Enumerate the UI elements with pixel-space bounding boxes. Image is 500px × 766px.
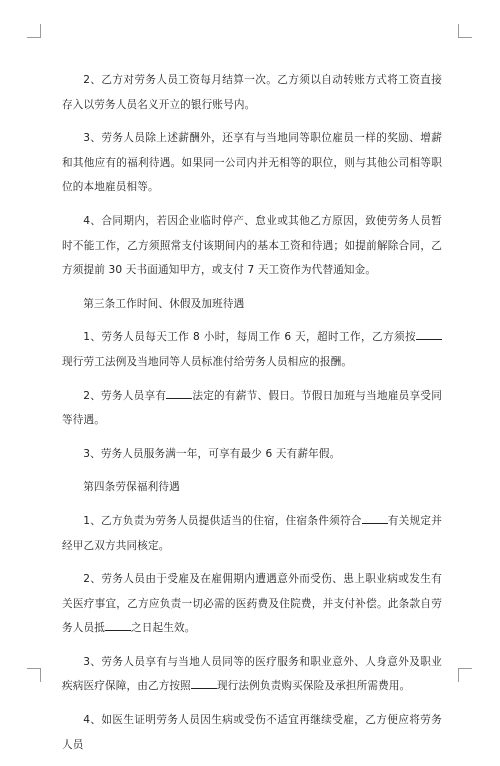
paragraph-text: 4、如医生证明劳务人员因生病或受伤不适宜再继续受雇，乙方便应将劳务人员 bbox=[62, 714, 442, 751]
paragraph-text: 之日起生效。 bbox=[130, 622, 196, 635]
paragraph-text: 1、劳务人员每天工作 8 小时，每周工作 6 天，超时工作，乙方须按 bbox=[83, 331, 416, 344]
crop-mark-top-right bbox=[458, 24, 472, 38]
paragraph-text: 有关规定并经甲乙双方共同核定。 bbox=[62, 514, 443, 552]
paragraph-accommodation bbox=[62, 509, 442, 558]
paragraph-text: 4、合同期内，若因企业临时停产、怠业或其他乙方原因，致使劳务人员暂时不能工作，乙方须照常支付该期间内的基本工资和待遇；如提前解除合同，乙方须提前 30 天书面通知甲方，或支付 7 天工资作为代替通知金。 bbox=[62, 214, 442, 277]
crop-mark-top-left bbox=[27, 24, 41, 38]
paragraph-text: 现行劳工法例及当地同等人员标准付给劳务人员相应的报酬。 bbox=[62, 355, 353, 368]
paragraph-annual-leave bbox=[62, 442, 442, 467]
heading-text: 第三条工作时间、休假及加班待遇 bbox=[83, 297, 245, 310]
paragraph-wage-settlement bbox=[62, 68, 442, 117]
section-heading-article-3 bbox=[62, 292, 442, 317]
paragraph-text: 3、劳务人员享有与当地人员同等的医疗服务和职业意外、人身意外及职业疾病医疗保障，由乙方按照 bbox=[62, 655, 442, 693]
document-body bbox=[62, 68, 442, 766]
heading-text: 第四条劳保福利待遇 bbox=[83, 481, 180, 494]
crop-mark-bottom-right bbox=[458, 668, 472, 682]
fill-in-blank[interactable] bbox=[362, 514, 388, 524]
paragraph-text: 2、劳务人员享有 bbox=[83, 389, 167, 402]
paragraph-working-hours bbox=[62, 325, 442, 374]
paragraph-injury bbox=[62, 567, 442, 641]
paragraph-suspension bbox=[62, 209, 442, 283]
section-heading-article-4 bbox=[62, 475, 442, 500]
paragraph-text: 3、劳务人员服务满一年，可享有最少 6 天有薪年假。 bbox=[83, 447, 341, 460]
paragraph-benefits bbox=[62, 126, 442, 200]
crop-mark-bottom-left bbox=[27, 668, 41, 682]
paragraph-text: 1、乙方负责为劳务人员提供适当的住宿，住宿条件须符合 bbox=[83, 514, 362, 527]
paragraph-text: 3、劳务人员除上述薪酬外，还享有与当地同等职位雇员一样的奖励、增薪和其他应有的福利待遇。如果同一公司内并无相等的职位，则与其他公司相等职位的本地雇员相等。 bbox=[62, 132, 442, 194]
paragraph-holidays bbox=[62, 384, 442, 433]
fill-in-blank[interactable] bbox=[191, 679, 217, 689]
paragraph-text: 2、乙方对劳务人员工资每月结算一次。乙方须以自动转账方式将工资直接存入以劳务人员名义开立的银行账号内。 bbox=[62, 74, 442, 111]
fill-in-blank[interactable] bbox=[105, 621, 131, 631]
paragraph-text: 现行法例负责购买保险及承担所需费用。 bbox=[216, 680, 411, 693]
paragraph-insurance bbox=[62, 650, 442, 699]
fill-in-blank[interactable] bbox=[166, 389, 192, 399]
paragraph-text: 2、劳务人员由于受雇及在雇佣期内遭遇意外而受伤、患上职业病或发生有关医疗事宜，乙方应负责一切必需的医药费及住院费，并支付补偿。此条款自劳务人员抵 bbox=[62, 573, 442, 635]
paragraph-medical-unfit bbox=[62, 708, 442, 757]
fill-in-blank[interactable] bbox=[416, 330, 442, 340]
paragraph-text: 法定的有薪节、假日。节假日加班与当地雇员享受同等待遇。 bbox=[62, 389, 442, 427]
